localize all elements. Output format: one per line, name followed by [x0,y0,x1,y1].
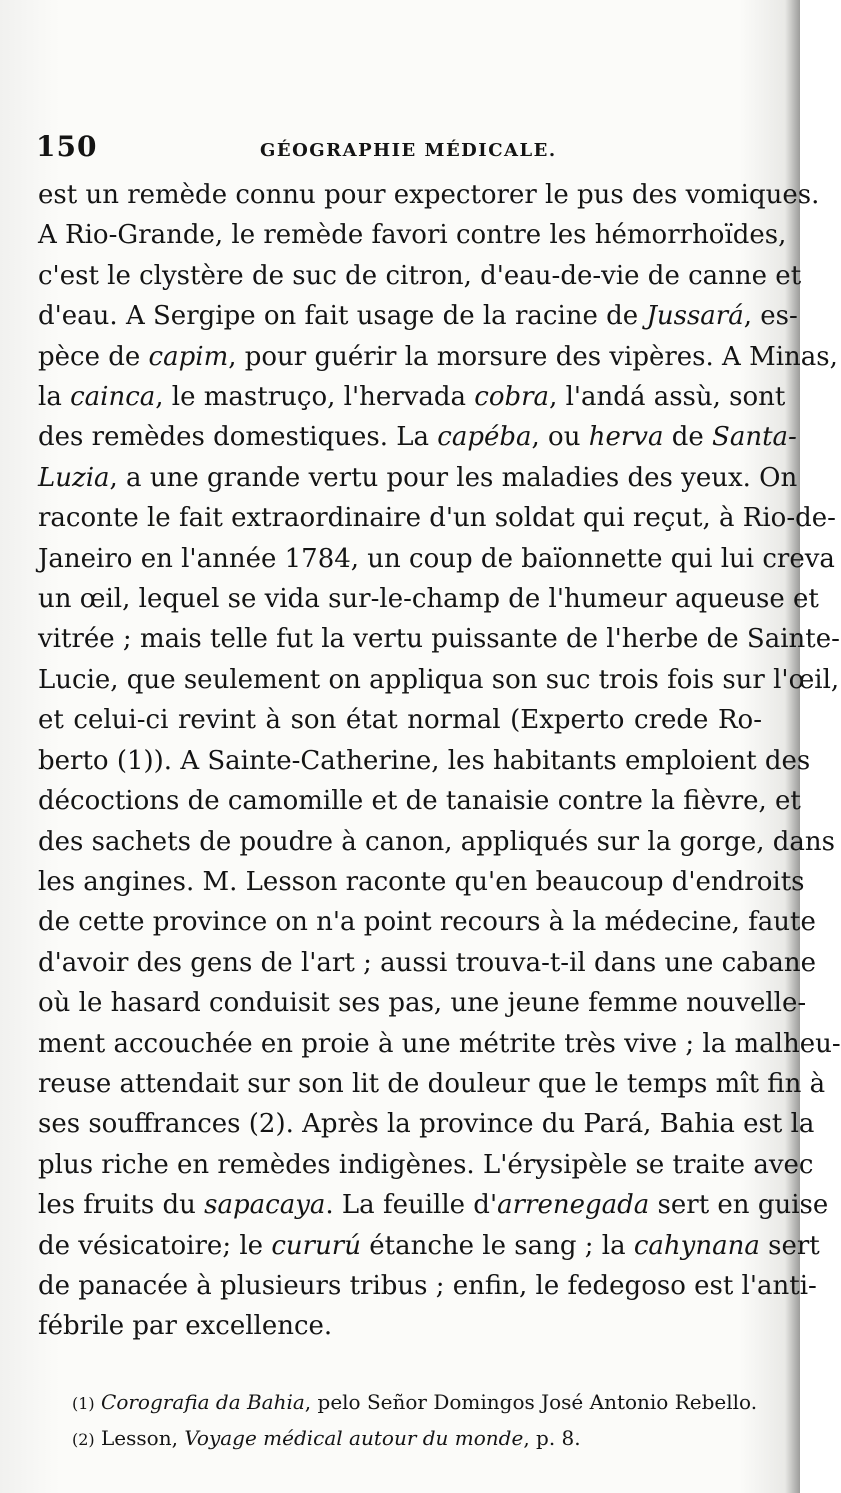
text-run: la [38,382,71,413]
text-run: d'eau. A Sergipe on fait usage de la racine de [38,301,647,332]
footnote [72,1385,758,1421]
page-header [36,130,756,170]
text-run: de [663,422,713,453]
text-run: ses souffrances (2). Après la province du Pará, Bahia est la [38,1109,815,1140]
text-line [38,983,807,1023]
text-line [38,1266,817,1306]
text-run: étanche le sang ; la [360,1230,634,1261]
text-run: . La feuille d' [325,1190,498,1221]
text-run: les fruits du [38,1190,205,1221]
text-run: sert en guise [649,1190,829,1221]
italic-term: cainca [70,382,156,413]
italic-term: arrenegada [497,1190,650,1221]
text-line [38,781,801,821]
text-line [38,1145,814,1185]
italic-term: Luzia [38,462,110,493]
body-text [38,175,841,1347]
text-run: des remèdes domestiques. La [38,422,438,453]
footnotes [72,1385,758,1457]
text-line [38,337,838,377]
text-run: vitrée ; mais telle fut la vertu puissante de l'herbe de Sainte- [38,624,840,655]
text-line [38,862,805,902]
text-line [38,1104,815,1144]
footnote-marker: (1) [72,1394,95,1413]
italic-term: Jussará [646,301,744,332]
text-run: , pelo Señor Domingos José Antonio Rebello. [304,1390,758,1414]
text-line [38,619,840,659]
text-run: de cette province on n'a point recours à la médecine, faute [38,907,816,938]
page-number: 150 [36,130,98,163]
italic-term: cururú [271,1230,361,1261]
text-line [38,1185,829,1225]
text-line [38,660,840,700]
footnote [72,1421,752,1457]
text-line [38,1024,841,1064]
text-line [38,215,787,255]
text-line [38,539,835,579]
running-title: GÉOGRAPHIE MÉDICALE. [260,140,557,161]
text-run: , ou [531,422,589,453]
text-line [38,1226,820,1266]
text-run: , a une grande vertu pour les maladies des yeux. On [109,462,798,493]
text-run: décoctions de camomille et de tanaisie contre la fièvre, et [38,786,801,817]
text-line [38,902,816,942]
italic-term: cobra [474,382,550,413]
text-run: sert [759,1230,820,1261]
text-run: reuse attendait sur son lit de douleur que le temps mît fin à [38,1068,826,1099]
italic-term: herva [588,422,664,453]
text-run: , p. 8. [523,1426,581,1450]
text-line [38,1064,826,1104]
text-run: et celui-ci revint à son état normal (Experto crede Ro- [38,705,762,736]
text-line [38,822,835,862]
footnote-marker: (2) [72,1430,95,1449]
text-run: où le hasard conduisit ses pas, une jeune femme nouvelle- [38,988,807,1019]
text-run: Lesson, [94,1426,185,1450]
text-run: des sachets de poudre à canon, appliqués sur la gorge, dans [38,826,835,857]
text-line [38,700,762,740]
text-run: berto (1)). A Sainte-Catherine, les habitants emploient des [38,745,811,776]
text-run: , le mastruço, l'hervada [155,382,475,413]
text-run: les angines. M. Lesson raconte qu'en beaucoup d'endroits [38,866,805,897]
text-run: c'est le clystère de suc de citron, d'eau-de-vie de canne et [38,260,802,291]
text-line [38,1306,762,1346]
text-run: pèce de [38,341,149,372]
text-run: , pour guérir la morsure des vipères. A Minas, [228,341,838,372]
text-line [38,417,797,457]
text-line [38,256,802,296]
text-line [38,458,798,498]
text-run: fébrile par excellence. [38,1311,333,1342]
text-run: de panacée à plusieurs tribus ; enfin, le fedegoso est l'anti- [38,1270,817,1301]
text-line [38,579,819,619]
text-run: , es- [743,301,798,332]
text-line [38,943,816,983]
text-run: de vésicatoire; le [38,1230,272,1261]
text-run: plus riche en remèdes indigènes. L'érysipèle se traite avec [38,1149,814,1180]
text-run: Janeiro en l'année 1784, un coup de baïonnette qui lui creva [38,543,835,574]
italic-term: Santa- [712,422,797,453]
text-run: un œil, lequel se vida sur-le-champ de l'humeur aqueuse et [38,584,819,615]
text-run: ment accouchée en proie à une métrite très vive ; la malheu- [38,1028,841,1059]
italic-term: capim [148,341,229,372]
italic-term: sapacaya [204,1190,326,1221]
italic-term: Voyage médical autour du monde [184,1426,524,1450]
italic-term: cahynana [633,1230,760,1261]
text-run: A Rio-Grande, le remède favori contre les hémorrhoïdes, [38,220,787,251]
text-line [38,296,798,336]
text-run: d'avoir des gens de l'art ; aussi trouva-t-il dans une cabane [38,947,816,978]
text-run: , l'andá assù, sont [549,382,786,413]
text-run: est un remède connu pour expectorer le pus des vomiques. [38,180,820,210]
text-run: Lucie, que seulement on appliqua son suc trois fois sur l'œil, [38,664,840,695]
text-line [38,498,836,538]
text-line [38,175,820,215]
italic-term: Corografia da Bahia [101,1390,305,1414]
text-run: raconte le fait extraordinaire d'un soldat qui reçut, à Rio-de- [38,503,836,534]
text-line [38,741,811,781]
text-line [38,377,786,417]
italic-term: capéba [437,422,532,453]
